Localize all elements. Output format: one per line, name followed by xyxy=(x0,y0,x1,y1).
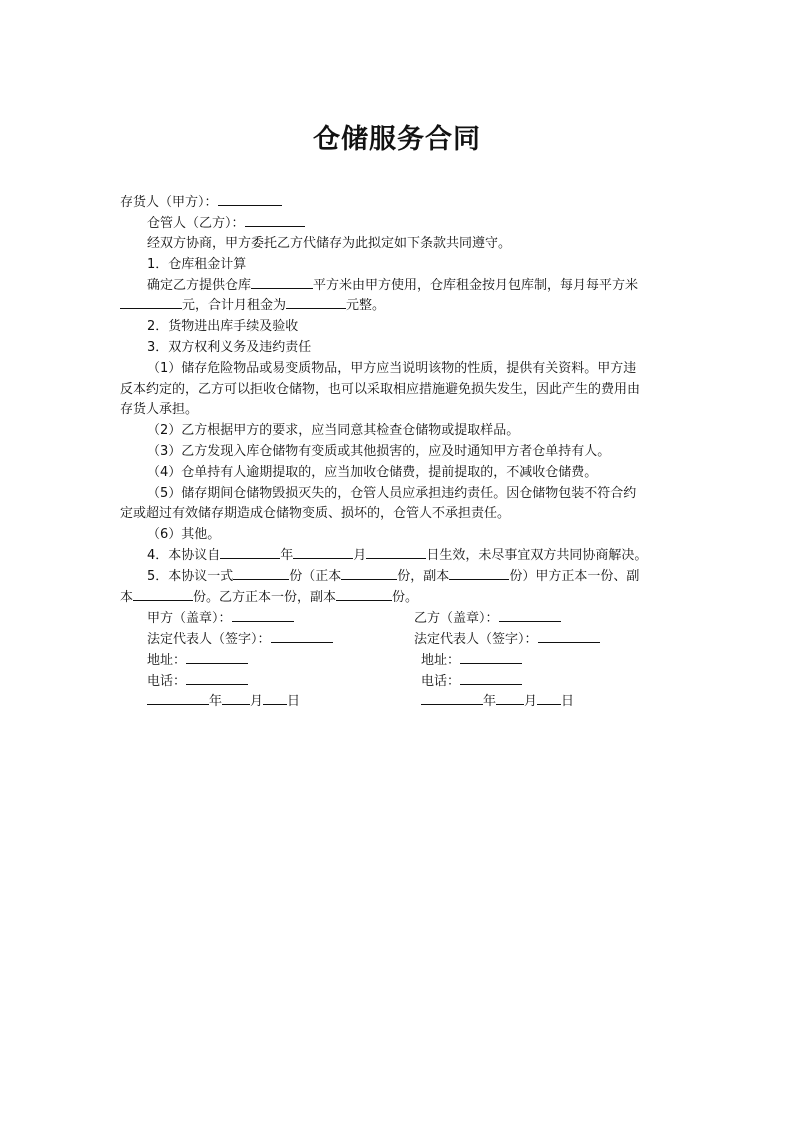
party-b-rep-label: 法定代表人（签字）： xyxy=(414,632,538,647)
party-b-addr-label: 地址： xyxy=(421,653,461,668)
section4-line xyxy=(147,546,647,566)
party-b-rep-line xyxy=(414,630,600,650)
keeper-label: 仓管人（乙方）： xyxy=(147,216,245,231)
party-b-tel-blank[interactable] xyxy=(460,672,522,685)
section1-line1-b: 平方米由甲方使用，仓库租金按月包库制，每月每平方米 xyxy=(313,278,639,293)
section5-e: 本 xyxy=(120,590,134,605)
section5-g: 份。 xyxy=(392,590,419,605)
section5-d: 份）甲方正本一份、副 xyxy=(509,569,640,584)
section5-line1 xyxy=(147,567,639,587)
keeper-line xyxy=(147,214,305,234)
party-a-addr-blank[interactable] xyxy=(186,651,248,664)
party-a-day-label: 日 xyxy=(287,694,301,709)
party-a-tel-blank[interactable] xyxy=(186,672,248,685)
party-a-addr-line xyxy=(147,651,248,671)
section3-item1-line3: 存货人承担。 xyxy=(120,402,199,417)
section3-item1-line1: （1）储存危险物品或易变质物品，甲方应当说明该物的性质，提供有关资料。甲方违 xyxy=(147,361,637,376)
party-a-seal-line xyxy=(147,609,294,629)
section1-line1-a: 确定乙方提供仓库 xyxy=(147,278,252,293)
monthly-rent-blank[interactable] xyxy=(286,296,346,309)
party-a-tel-label: 电话： xyxy=(147,674,187,689)
depositor-label: 存货人（甲方）： xyxy=(120,195,218,210)
party-a-seal-blank[interactable] xyxy=(232,609,294,622)
section3-item2: （2）乙方根据甲方的要求，应当同意其检查仓储物或提取样品。 xyxy=(147,423,520,438)
section3-item3: （3）乙方发现入库仓储物有变质或其他损害的，应及时通知甲方者仓单持有人。 xyxy=(147,444,611,459)
party-b-tel-label: 电话： xyxy=(421,674,461,689)
party-a-rep-blank[interactable] xyxy=(271,630,333,643)
party-b-month-blank[interactable] xyxy=(496,692,524,705)
party-a-day-blank[interactable] xyxy=(263,692,287,705)
section1-line2-a: 元，合计月租金为 xyxy=(182,298,287,313)
party-b-addr-line xyxy=(421,651,522,671)
depositor-line xyxy=(120,193,282,213)
section2-heading: 2．货物进出库手续及验收 xyxy=(147,319,299,334)
party-b-date-line xyxy=(421,692,574,712)
originals-blank[interactable] xyxy=(341,567,397,580)
section5-b: 份（正本 xyxy=(289,569,342,584)
party-a-year-blank[interactable] xyxy=(147,692,209,705)
party-a-month-label: 月 xyxy=(250,694,264,709)
party-a-tel-line xyxy=(147,672,248,692)
party-b-seal-line xyxy=(414,609,561,629)
section3-item5-line1: （5）储存期间仓储物毁损灭失的，仓管人员应承担违约责任。因仓储物包装不符合约 xyxy=(147,486,637,501)
depositor-blank[interactable] xyxy=(218,193,282,206)
section5-line2 xyxy=(120,588,418,608)
section1-line1 xyxy=(147,276,638,296)
section4-c: 月 xyxy=(353,548,367,563)
section5-f: 份。乙方正本一份，副本 xyxy=(193,590,337,605)
intro-text: 经双方协商，甲方委托乙方代储存为此拟定如下条款共同遵守。 xyxy=(147,236,512,251)
section3-heading: 3．双方权利义务及违约责任 xyxy=(147,340,312,355)
section3-item4: （4）仓单持有人逾期提取的，应当加收仓储费，提前提取的，不减收仓储费。 xyxy=(147,465,598,480)
section4-d: 日生效，未尽事宜双方共同协商解决。 xyxy=(426,548,648,563)
keeper-blank[interactable] xyxy=(245,214,305,227)
price-per-sqm-blank[interactable] xyxy=(120,296,182,309)
party-b-rep-blank[interactable] xyxy=(538,630,600,643)
party-b-tel-line xyxy=(421,672,522,692)
party-b-year-blank[interactable] xyxy=(421,692,483,705)
party-a-seal-label: 甲方（盖章）： xyxy=(147,611,232,626)
section1-heading: 1．仓库租金计算 xyxy=(147,257,247,272)
section4-b: 年 xyxy=(280,548,294,563)
party-b-day-label: 日 xyxy=(561,694,575,709)
party-a-addr-label: 地址： xyxy=(147,653,187,668)
party-b-month-label: 月 xyxy=(524,694,538,709)
section3-item1-line2: 反本约定的，乙方可以拒收仓储物，也可以采取相应措施避免损失发生，因此产生的费用由 xyxy=(120,382,641,397)
party-a-duplicates-blank[interactable] xyxy=(133,588,193,601)
party-b-seal-blank[interactable] xyxy=(499,609,561,622)
party-a-date-line xyxy=(147,692,300,712)
party-b-day-blank[interactable] xyxy=(537,692,561,705)
duplicates-blank[interactable] xyxy=(449,567,509,580)
party-b-addr-blank[interactable] xyxy=(460,651,522,664)
section1-line2-b: 元整。 xyxy=(346,298,386,313)
party-a-rep-line xyxy=(147,630,333,650)
effective-year-blank[interactable] xyxy=(220,546,280,559)
party-b-duplicates-blank[interactable] xyxy=(336,588,392,601)
section4-a: 4．本协议自 xyxy=(147,548,221,563)
section5-a: 5．本协议一式 xyxy=(147,569,234,584)
section3-item5-line2: 定或超过有效储存期造成仓储物变质、损坏的，仓管人不承担责任。 xyxy=(120,506,511,521)
party-a-month-blank[interactable] xyxy=(222,692,250,705)
warehouse-area-blank[interactable] xyxy=(251,276,313,289)
document-title: 仓储服务合同 xyxy=(313,124,481,155)
copies-total-blank[interactable] xyxy=(233,567,289,580)
section5-c: 份，副本 xyxy=(397,569,450,584)
effective-day-blank[interactable] xyxy=(366,546,426,559)
section1-line2 xyxy=(120,296,385,316)
party-a-year-label: 年 xyxy=(209,694,223,709)
party-a-rep-label: 法定代表人（签字）： xyxy=(147,632,271,647)
section3-item6: （6）其他。 xyxy=(147,527,221,542)
party-b-year-label: 年 xyxy=(483,694,497,709)
effective-month-blank[interactable] xyxy=(293,546,353,559)
party-b-seal-label: 乙方（盖章）： xyxy=(414,611,499,626)
